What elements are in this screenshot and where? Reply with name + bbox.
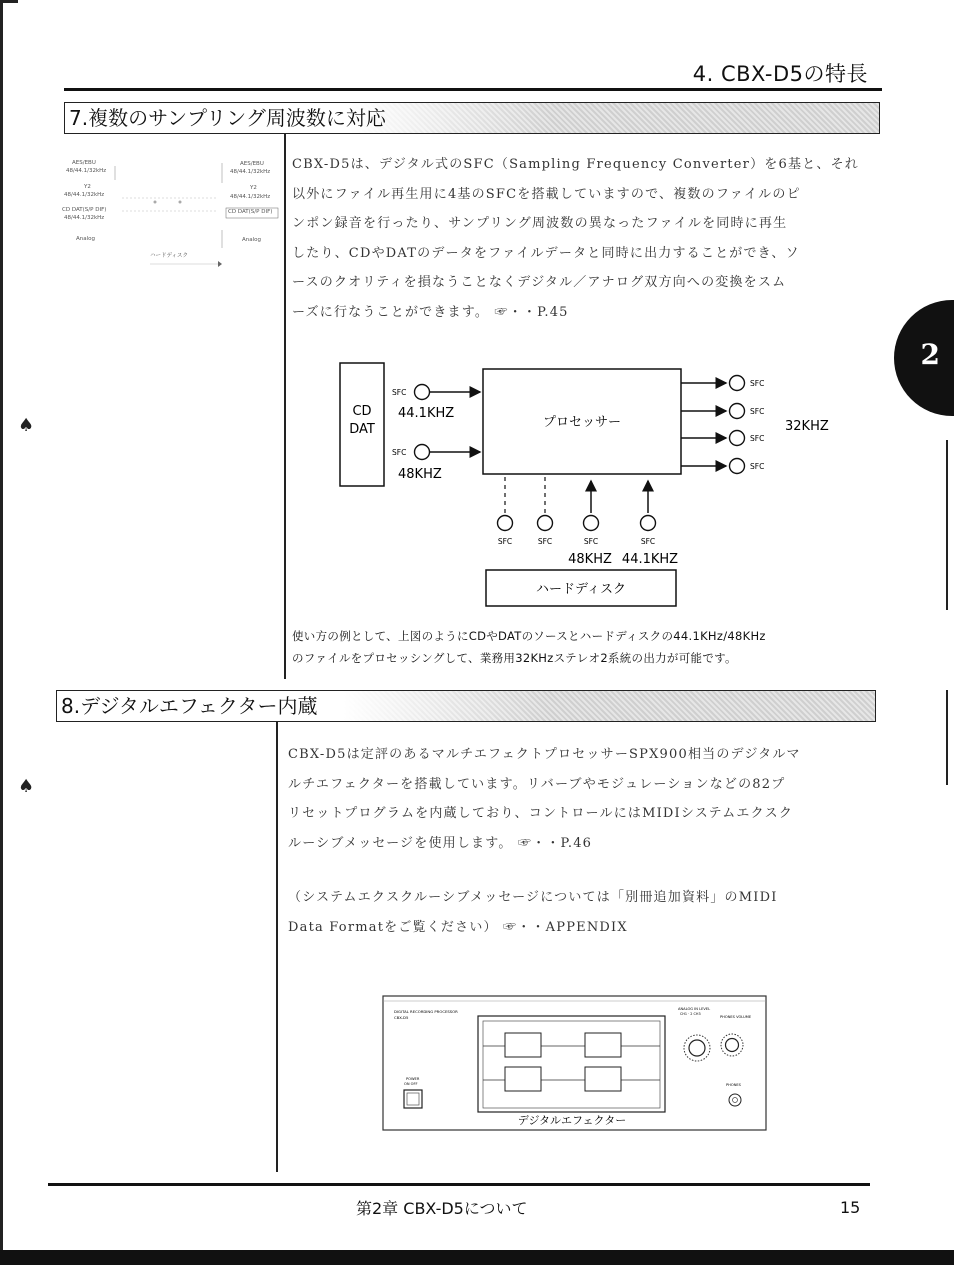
sfc-circle — [498, 516, 513, 531]
page-edge-right — [946, 690, 948, 785]
processor-label: プロセッサー — [542, 415, 622, 430]
output-rate-32k: 32KHZ — [785, 419, 829, 434]
chapter-tab-number: 2 — [920, 338, 940, 371]
panel-brand: DIGITAL RECORDING PROCESSOR — [394, 1009, 458, 1014]
thumb-analog-right: Analog — [242, 237, 262, 243]
thumb-y2-right: Y2 — [250, 185, 257, 191]
body-line: したり、CDやDATのデータをファイルデータと同時に出力することができ、ソ — [292, 245, 800, 261]
front-panel-illustration — [380, 993, 770, 1133]
power-label: POWER — [406, 1077, 420, 1081]
sfc-label: SFC — [750, 379, 765, 388]
column-divider — [284, 134, 286, 679]
phones-label: PHONES — [726, 1083, 741, 1087]
hd-rate-44k: 44.1KHZ — [621, 552, 679, 567]
section-8-body — [288, 740, 874, 858]
note-line: （システムエクスクルーシブメッセージについては「別冊追加資料」のMIDI — [288, 890, 778, 905]
sfc-circle — [584, 516, 599, 531]
sfc-circle — [730, 431, 745, 446]
section-7-heading — [64, 102, 880, 134]
panel-caption: デジタルエフェクター — [517, 1114, 627, 1127]
sfc-label: SFC — [537, 537, 553, 546]
page-edge-top — [0, 0, 18, 3]
thumb-rates-right: 48/44.1/32kHz — [230, 169, 271, 175]
thumb-aes-ebu-left: AES/EBU — [72, 160, 96, 166]
sfc-label: SFC — [583, 537, 599, 546]
thumb-cd-dat-left: CD DAT(S/P DIF) — [62, 207, 107, 213]
thumb-y2-left: Y2 — [84, 184, 91, 190]
column-divider — [276, 722, 278, 1172]
body-line: 以外にファイル再生用に4基のSFCを搭載していますので、複数のファイルのピ — [292, 186, 801, 202]
section-8-heading — [56, 690, 876, 722]
note-line-text: Data Formatをご覧ください） — [288, 919, 498, 935]
caption-line: のファイルをプロセッシングして、業務用32KHzステレオ2系統の出力が可能です。 — [292, 651, 737, 665]
footer-page-number: 15 — [840, 1198, 861, 1217]
sfc-circle — [641, 516, 656, 531]
body-line: CBX-D5は、デジタル式のSFC（Sampling Frequency Converter）を6基と、それ — [292, 157, 859, 172]
thumb-cd-dat-right: CD DAT(S/P DIF) — [228, 209, 273, 215]
sfc-circle — [730, 459, 745, 474]
panel-model: CBX-D5 — [394, 1015, 409, 1020]
sfc-circle — [415, 385, 430, 400]
analog-in-sublabel: CH1 · 2 CH3 — [680, 1012, 701, 1016]
thumb-rates-left: 48/44.1/32kHz — [64, 215, 105, 221]
thumb-aes-ebu-right: AES/EBU — [240, 161, 264, 167]
sfc-label: SFC — [392, 448, 407, 457]
sfc-circle — [730, 404, 745, 419]
body-line-text: ーズに行なうことができます。 — [292, 304, 490, 320]
sfc-circle — [730, 376, 745, 391]
sfc-label: SFC — [750, 462, 765, 471]
section-8-title: 8.デジタルエフェクター内蔵 — [61, 694, 318, 718]
margin-mark: ♠ — [18, 415, 35, 436]
sfc-circle — [538, 516, 553, 531]
caption-line: 使い方の例として、上図のようにCDやDATのソースとハードディスクの44.1KHz/48KHz — [292, 629, 766, 643]
note-line — [288, 913, 874, 943]
sfc-block-diagram — [330, 355, 850, 615]
page-edge-right — [946, 440, 948, 610]
hd-rate-48k: 48KHZ — [568, 552, 612, 567]
body-line: ースのクオリティを損なうことなくデジタル／アナログ双方向への変換をスム — [292, 275, 787, 290]
page-reference: ☞・・P.45 — [494, 304, 569, 320]
body-line — [292, 298, 874, 328]
page-header-title: 4. CBX-D5の特長 — [692, 62, 868, 86]
thumb-hard-disk: ハードディスク — [150, 253, 189, 259]
sfc-label: SFC — [640, 537, 656, 546]
header-rule — [64, 88, 882, 91]
thumb-rates-left: 48/44.1/32kHz — [66, 168, 107, 174]
thumb-analog-left: Analog — [76, 236, 96, 242]
power-states: ON OFF — [404, 1082, 418, 1086]
footer-rule — [48, 1183, 870, 1186]
margin-mark: ♠ — [18, 776, 35, 797]
body-line: ンポン録音を行ったり、サンプリング周波数の異なったファイルを同時に再生 — [292, 216, 788, 231]
section-8-note — [288, 883, 874, 942]
thumb-rates-right: 48/44.1/32kHz — [230, 194, 271, 200]
source-label-dat: DAT — [349, 422, 375, 437]
hard-disk-label: ハードディスク — [536, 582, 626, 597]
sfc-label: SFC — [750, 434, 765, 443]
sfc-label: SFC — [392, 388, 407, 397]
page-edge-left — [0, 0, 3, 1265]
body-line: リセットプログラムを内蔵しており、コントロールにはMIDIシステムエクスク — [288, 806, 794, 821]
section-7-title: 7.複数のサンプリング周波数に対応 — [69, 106, 386, 130]
sfc-label: SFC — [497, 537, 513, 546]
sfc-circle — [415, 445, 430, 460]
sfc-label: SFC — [750, 407, 765, 416]
source-label-cd: CD — [352, 404, 372, 419]
analog-in-label: ANALOG IN LEVEL — [678, 1007, 711, 1011]
body-line: CBX-D5は定評のあるマルチエフェクトプロセッサーSPX900相当のデジタルマ — [288, 747, 801, 762]
thumbnail-diagram — [60, 158, 280, 278]
input-rate-44k: 44.1KHZ — [398, 406, 455, 421]
page-reference: ☞・・P.46 — [517, 835, 593, 851]
phones-volume-label: PHONES VOLUME — [720, 1015, 752, 1019]
page-reference: ☞・・APPENDIX — [503, 919, 628, 935]
input-rate-48k: 48KHZ — [398, 467, 442, 482]
scan-bottom-edge — [0, 1250, 954, 1265]
thumb-rates-left: 48/44.1/32kHz — [64, 192, 105, 198]
body-line — [288, 829, 874, 859]
section-7-caption — [292, 625, 872, 669]
section-7-body — [292, 150, 874, 327]
body-line: ルチエフェクターを搭載しています。リバーブやモジュレーションなどの82プ — [288, 776, 786, 792]
body-line-text: ルーシブメッセージを使用します。 — [288, 835, 513, 851]
footer-chapter: 第2章 CBX-D5について — [356, 1199, 528, 1218]
